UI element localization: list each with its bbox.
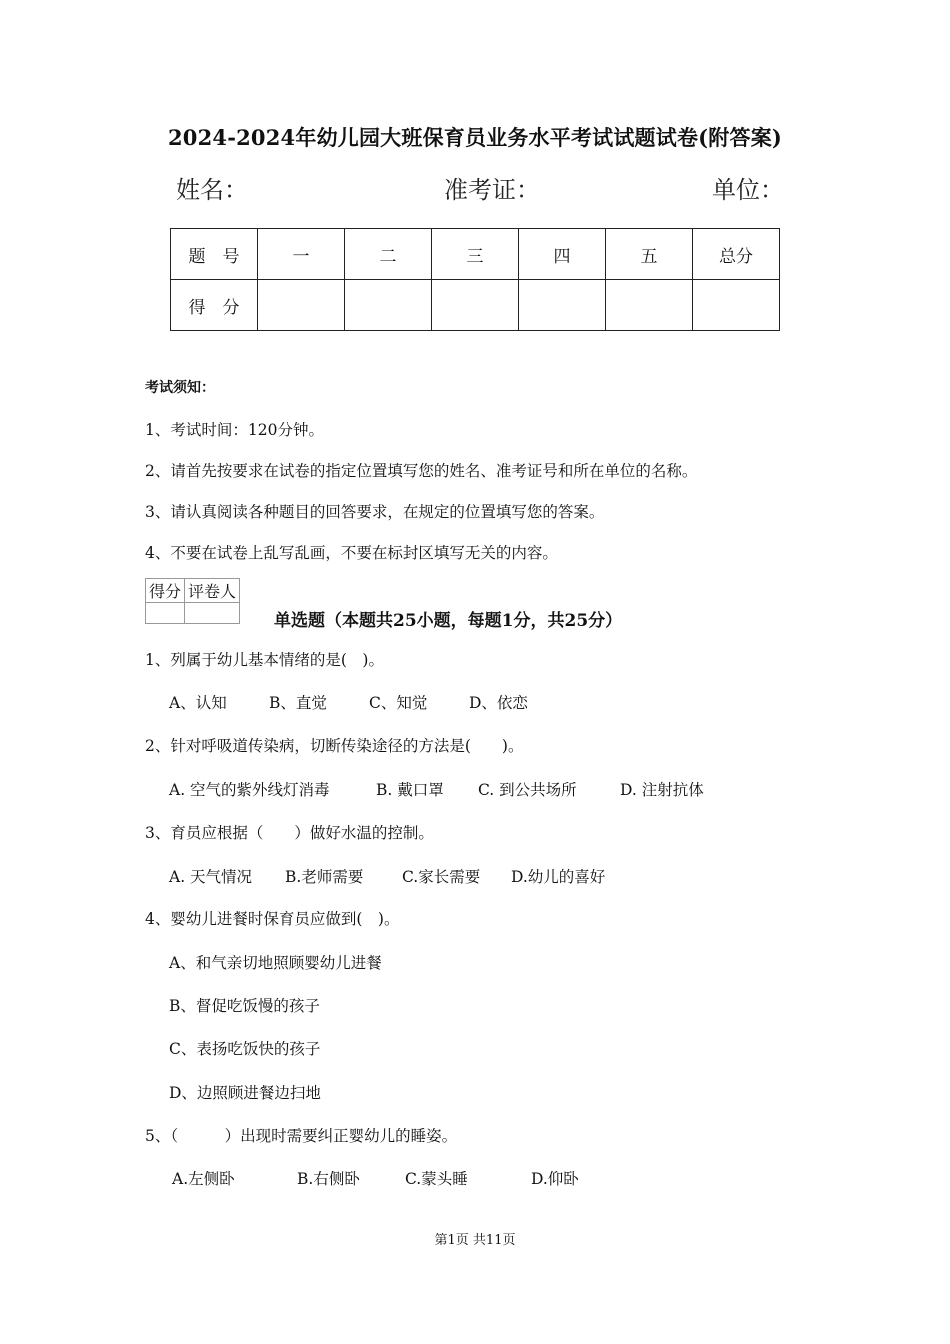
- score-table-score-row: [171, 280, 780, 331]
- score-cell[interactable]: [519, 280, 606, 331]
- section-title: 单选题（本题共25小题，每题1分，共25分）: [274, 611, 623, 631]
- instruction-item: 2、请首先按要求在试卷的指定位置填写您的姓名、准考证号和所在单位的名称。: [145, 462, 698, 480]
- question-option: D.仰卧: [531, 1170, 579, 1188]
- score-cell[interactable]: [345, 280, 432, 331]
- question-option: C.蒙头睡: [405, 1170, 468, 1188]
- score-header-cell: 二: [345, 229, 432, 280]
- question-option: D.幼儿的喜好: [511, 868, 606, 886]
- score-row-label: 得 分: [171, 280, 258, 331]
- question-option: B、直觉: [269, 694, 327, 712]
- score-cell[interactable]: [606, 280, 693, 331]
- question-option: B.右侧卧: [297, 1170, 360, 1188]
- question-stem: 5、（ ）出现时需要纠正婴幼儿的睡姿。: [145, 1127, 458, 1145]
- question-option: A. 天气情况: [169, 868, 253, 886]
- grader-box-grader-label: 评卷人: [185, 579, 240, 603]
- question-option: A.左侧卧: [172, 1170, 235, 1188]
- question-option: C.家长需要: [402, 868, 481, 886]
- score-header-cell: 三: [432, 229, 519, 280]
- score-cell[interactable]: [258, 280, 345, 331]
- instructions-heading: 考试须知：: [145, 380, 215, 396]
- score-table: [170, 228, 780, 331]
- instruction-item: 1、考试时间：120分钟。: [145, 421, 324, 439]
- grader-box-score-label: 得分: [146, 579, 185, 603]
- question-stem: 1、列属于幼儿基本情绪的是( )。: [145, 651, 384, 669]
- question-option: D、边照顾进餐边扫地: [169, 1084, 321, 1102]
- question-option: D. 注射抗体: [620, 781, 704, 799]
- question-option: B. 戴口罩: [376, 781, 444, 799]
- exam-number-field-label: 准考证：: [444, 176, 540, 204]
- question-option: B、督促吃饭慢的孩子: [169, 997, 320, 1015]
- question-option: B.老师需要: [285, 868, 364, 886]
- grader-box-grader-cell[interactable]: [185, 603, 240, 624]
- score-table-header-row: [171, 229, 780, 280]
- instruction-item: 4、不要在试卷上乱写乱画，不要在标封区填写无关的内容。: [145, 544, 558, 562]
- score-cell[interactable]: [693, 280, 780, 331]
- question-option: C、知觉: [369, 694, 428, 712]
- page-footer: 第1页 共11页: [434, 1233, 516, 1248]
- unit-field-label: 单位：: [712, 176, 784, 204]
- question-option: A、和气亲切地照顾婴幼儿进餐: [169, 954, 382, 972]
- question-stem: 3、育员应根据（ ）做好水温的控制。: [145, 824, 434, 842]
- question-stem: 2、针对呼吸道传染病，切断传染途径的方法是( )。: [145, 737, 524, 755]
- score-cell[interactable]: [432, 280, 519, 331]
- score-header-cell: 五: [606, 229, 693, 280]
- document-title: 2024-2024年幼儿园大班保育员业务水平考试试题试卷(附答案): [167, 125, 783, 150]
- name-field-label: 姓名：: [176, 176, 248, 204]
- instruction-item: 3、请认真阅读各种题目的回答要求，在规定的位置填写您的答案。: [145, 503, 605, 521]
- question-option: A. 空气的紫外线灯消毒: [169, 781, 330, 799]
- score-header-cell: 总分: [693, 229, 780, 280]
- grader-box-score-cell[interactable]: [146, 603, 185, 624]
- question-option: A、认知: [169, 694, 227, 712]
- score-header-cell: 四: [519, 229, 606, 280]
- question-option: D、依恋: [469, 694, 528, 712]
- question-option: C、表扬吃饭快的孩子: [169, 1040, 321, 1058]
- score-header-cell: 一: [258, 229, 345, 280]
- grader-box: [145, 578, 240, 624]
- question-option: C. 到公共场所: [478, 781, 577, 799]
- question-stem: 4、婴幼儿进餐时保育员应做到( )。: [145, 910, 400, 928]
- score-header-cell: 题 号: [171, 229, 258, 280]
